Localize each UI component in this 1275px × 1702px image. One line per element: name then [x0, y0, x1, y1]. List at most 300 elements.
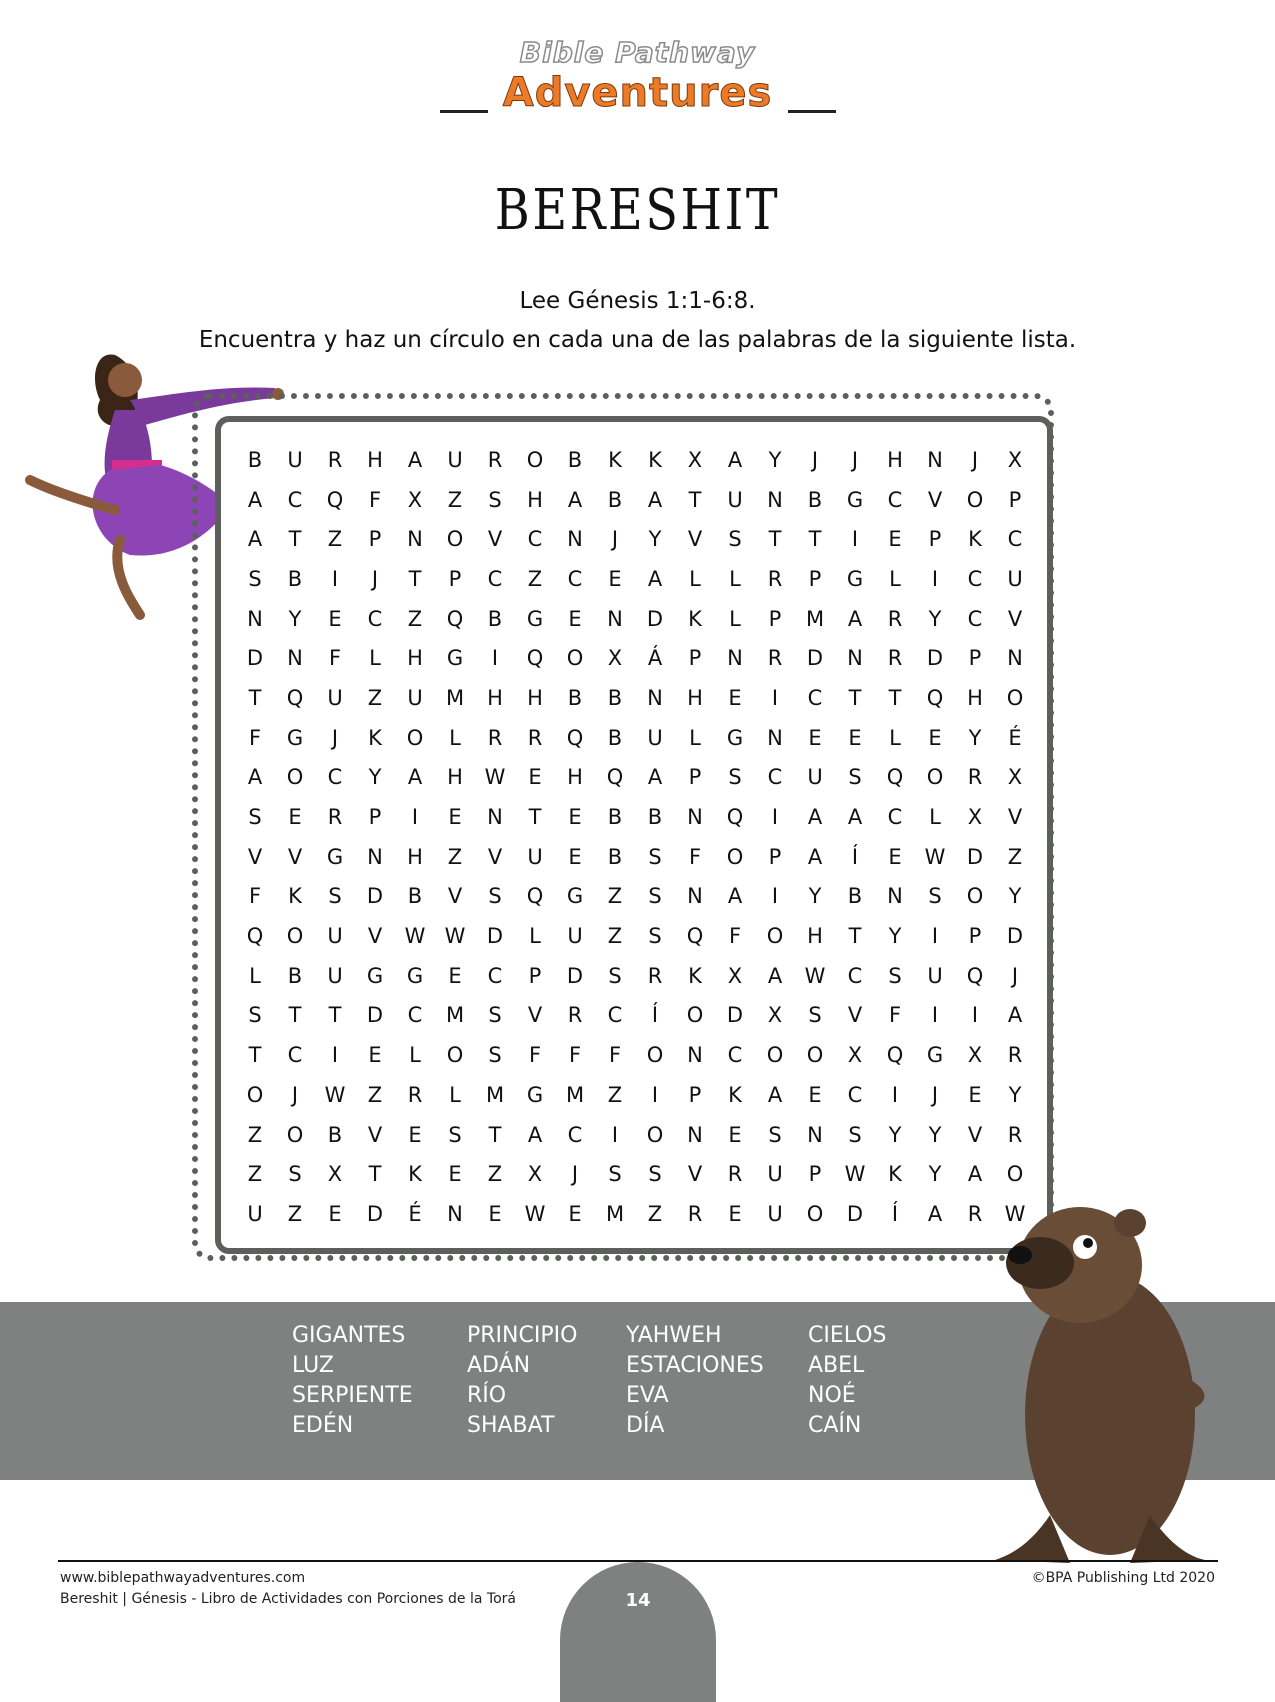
grid-letter[interactable]: F	[608, 1043, 622, 1068]
grid-letter[interactable]: S	[648, 1162, 662, 1187]
grid-letter[interactable]: E	[448, 963, 462, 988]
grid-letter[interactable]: O	[806, 1043, 824, 1068]
grid-letter[interactable]: L	[449, 1082, 461, 1107]
grid-letter[interactable]: J	[811, 447, 819, 472]
grid-letter[interactable]: W	[404, 924, 426, 949]
grid-letter[interactable]: C	[847, 1082, 863, 1107]
grid-letter[interactable]: K	[408, 1162, 422, 1187]
grid-letter[interactable]: O	[686, 1003, 704, 1028]
grid-letter[interactable]: C	[887, 805, 903, 830]
grid-letter[interactable]: Q	[886, 1043, 904, 1068]
grid-letter[interactable]: U	[447, 447, 463, 472]
grid-letter[interactable]: E	[608, 566, 622, 591]
grid-letter[interactable]: F	[248, 884, 262, 909]
grid-letter[interactable]: R	[967, 765, 983, 790]
grid-letter[interactable]: X	[767, 1003, 783, 1028]
grid-letter[interactable]: P	[688, 765, 702, 790]
grid-letter[interactable]: V	[487, 844, 503, 869]
grid-letter[interactable]: K	[368, 725, 382, 750]
grid-letter[interactable]: T	[848, 685, 862, 710]
grid-letter[interactable]: Q	[326, 487, 344, 512]
grid-letter[interactable]: J	[931, 1082, 939, 1107]
grid-letter[interactable]: G	[326, 844, 344, 869]
grid-letter[interactable]: A	[567, 487, 583, 512]
grid-letter[interactable]: F	[728, 924, 742, 949]
grid-letter[interactable]: K	[608, 447, 622, 472]
grid-letter[interactable]: G	[526, 606, 544, 631]
grid-letter[interactable]: Z	[247, 1122, 263, 1147]
grid-letter[interactable]: Q	[926, 685, 944, 710]
grid-letter[interactable]: R	[727, 1162, 743, 1187]
grid-letter[interactable]: A	[847, 606, 863, 631]
grid-letter[interactable]: A	[407, 447, 423, 472]
grid-letter[interactable]: I	[891, 1082, 899, 1107]
grid-letter[interactable]: R	[487, 447, 503, 472]
grid-letter[interactable]: E	[448, 805, 462, 830]
grid-letter[interactable]: T	[248, 1043, 262, 1068]
grid-letter[interactable]: N	[847, 646, 863, 671]
grid-letter[interactable]: E	[328, 1201, 342, 1226]
grid-letter[interactable]: L	[729, 606, 741, 631]
grid-letter[interactable]: V	[367, 1122, 383, 1147]
grid-letter[interactable]: B	[287, 566, 303, 591]
grid-letter[interactable]: K	[688, 606, 702, 631]
grid-letter[interactable]: R	[767, 646, 783, 671]
grid-letter[interactable]: A	[807, 844, 823, 869]
grid-letter[interactable]: I	[931, 566, 939, 591]
grid-letter[interactable]: R	[1007, 1043, 1023, 1068]
grid-letter[interactable]: E	[568, 844, 582, 869]
grid-letter[interactable]: V	[847, 1003, 863, 1028]
grid-letter[interactable]: U	[407, 685, 423, 710]
grid-letter[interactable]: I	[491, 646, 499, 671]
grid-letter[interactable]: L	[729, 566, 741, 591]
grid-letter[interactable]: Y	[968, 725, 982, 750]
grid-letter[interactable]: M	[445, 1003, 465, 1028]
grid-letter[interactable]: P	[528, 963, 542, 988]
grid-letter[interactable]: Y	[928, 1162, 942, 1187]
grid-letter[interactable]: P	[688, 1082, 702, 1107]
grid-letter[interactable]: C	[967, 606, 983, 631]
grid-letter[interactable]: P	[768, 844, 782, 869]
grid-letter[interactable]: Z	[647, 1201, 663, 1226]
grid-letter[interactable]: Z	[1007, 844, 1023, 869]
grid-letter[interactable]: X	[327, 1162, 343, 1187]
grid-letter[interactable]: O	[406, 725, 424, 750]
grid-letter[interactable]: E	[968, 1082, 982, 1107]
grid-letter[interactable]: H	[447, 765, 463, 790]
grid-letter[interactable]: A	[967, 1162, 983, 1187]
grid-letter[interactable]: R	[887, 646, 903, 671]
grid-letter[interactable]: O	[246, 1082, 264, 1107]
grid-letter[interactable]: E	[528, 765, 542, 790]
grid-letter[interactable]: B	[847, 884, 863, 909]
grid-letter[interactable]: N	[647, 685, 663, 710]
grid-letter[interactable]: C	[287, 487, 303, 512]
grid-letter[interactable]: D	[1006, 924, 1024, 949]
grid-letter[interactable]: B	[807, 487, 823, 512]
grid-letter[interactable]: J	[971, 447, 979, 472]
grid-letter[interactable]: C	[327, 765, 343, 790]
grid-letter[interactable]: F	[528, 1043, 542, 1068]
grid-letter[interactable]: G	[526, 1082, 544, 1107]
grid-letter[interactable]: M	[565, 1082, 585, 1107]
grid-letter[interactable]: I	[411, 805, 419, 830]
grid-letter[interactable]: W	[1004, 1201, 1026, 1226]
grid-letter[interactable]: T	[488, 1122, 502, 1147]
grid-letter[interactable]: F	[368, 487, 382, 512]
grid-letter[interactable]: Z	[367, 1082, 383, 1107]
grid-letter[interactable]: B	[647, 805, 663, 830]
grid-letter[interactable]: N	[1007, 646, 1023, 671]
grid-letter[interactable]: S	[248, 1003, 262, 1028]
grid-letter[interactable]: V	[1007, 606, 1023, 631]
grid-letter[interactable]: X	[1007, 765, 1023, 790]
grid-letter[interactable]: E	[808, 725, 822, 750]
grid-letter[interactable]: F	[888, 1003, 902, 1028]
grid-letter[interactable]: E	[568, 606, 582, 631]
grid-letter[interactable]: Y	[888, 1122, 902, 1147]
grid-letter[interactable]: W	[844, 1162, 866, 1187]
grid-letter[interactable]: É	[1008, 725, 1022, 750]
grid-letter[interactable]: D	[966, 844, 984, 869]
grid-letter[interactable]: O	[1006, 685, 1024, 710]
grid-letter[interactable]: S	[728, 527, 742, 552]
grid-letter[interactable]: N	[887, 884, 903, 909]
grid-letter[interactable]: D	[726, 1003, 744, 1028]
grid-letter[interactable]: S	[848, 1122, 862, 1147]
grid-letter[interactable]: F	[568, 1043, 582, 1068]
grid-letter[interactable]: S	[608, 1162, 622, 1187]
grid-letter[interactable]: P	[808, 566, 822, 591]
grid-letter[interactable]: S	[648, 924, 662, 949]
grid-letter[interactable]: D	[846, 1201, 864, 1226]
grid-letter[interactable]: N	[367, 844, 383, 869]
grid-letter[interactable]: Z	[607, 1082, 623, 1107]
grid-letter[interactable]: Y	[808, 884, 822, 909]
grid-letter[interactable]: L	[689, 566, 701, 591]
grid-letter[interactable]: Q	[606, 765, 624, 790]
grid-letter[interactable]: O	[966, 884, 984, 909]
grid-letter[interactable]: Q	[526, 884, 544, 909]
grid-letter[interactable]: X	[727, 963, 743, 988]
grid-letter[interactable]: B	[567, 685, 583, 710]
grid-letter[interactable]: R	[327, 447, 343, 472]
grid-letter[interactable]: S	[248, 805, 262, 830]
grid-letter[interactable]: S	[488, 884, 502, 909]
grid-letter[interactable]: I	[331, 1043, 339, 1068]
grid-letter[interactable]: Z	[607, 884, 623, 909]
grid-letter[interactable]: T	[768, 527, 782, 552]
grid-letter[interactable]: I	[931, 924, 939, 949]
grid-letter[interactable]: H	[407, 844, 423, 869]
grid-letter[interactable]: U	[767, 1201, 783, 1226]
grid-letter[interactable]: T	[688, 487, 702, 512]
grid-letter[interactable]: R	[687, 1201, 703, 1226]
grid-letter[interactable]: H	[807, 924, 823, 949]
grid-letter[interactable]: V	[447, 884, 463, 909]
grid-letter[interactable]: A	[247, 765, 263, 790]
grid-letter[interactable]: O	[286, 924, 304, 949]
grid-letter[interactable]: E	[848, 725, 862, 750]
grid-letter[interactable]: W	[444, 924, 466, 949]
grid-letter[interactable]: A	[767, 963, 783, 988]
grid-letter[interactable]: E	[488, 1201, 502, 1226]
grid-letter[interactable]: Y	[288, 606, 302, 631]
grid-letter[interactable]: Y	[888, 924, 902, 949]
grid-letter[interactable]: V	[967, 1122, 983, 1147]
grid-letter[interactable]: L	[369, 646, 381, 671]
grid-letter[interactable]: U	[647, 725, 663, 750]
grid-letter[interactable]: Q	[566, 725, 584, 750]
grid-letter[interactable]: R	[967, 1201, 983, 1226]
grid-letter[interactable]: C	[887, 487, 903, 512]
grid-letter[interactable]: N	[287, 646, 303, 671]
grid-letter[interactable]: L	[449, 725, 461, 750]
grid-letter[interactable]: C	[287, 1043, 303, 1068]
grid-letter[interactable]: J	[291, 1082, 299, 1107]
grid-letter[interactable]: S	[488, 1043, 502, 1068]
grid-letter[interactable]: S	[648, 844, 662, 869]
grid-letter[interactable]: G	[726, 725, 744, 750]
grid-letter[interactable]: X	[687, 447, 703, 472]
grid-letter[interactable]: U	[527, 844, 543, 869]
grid-letter[interactable]: J	[611, 527, 619, 552]
grid-letter[interactable]: B	[247, 447, 263, 472]
grid-letter[interactable]: N	[687, 1043, 703, 1068]
grid-letter[interactable]: T	[848, 924, 862, 949]
grid-letter[interactable]: P	[968, 646, 982, 671]
grid-letter[interactable]: S	[848, 765, 862, 790]
grid-letter[interactable]: A	[767, 1082, 783, 1107]
grid-letter[interactable]: K	[648, 447, 662, 472]
grid-letter[interactable]: W	[324, 1082, 346, 1107]
grid-letter[interactable]: A	[247, 487, 263, 512]
grid-letter[interactable]: G	[366, 963, 384, 988]
grid-letter[interactable]: R	[647, 963, 663, 988]
grid-letter[interactable]: S	[808, 1003, 822, 1028]
grid-letter[interactable]: O	[766, 1043, 784, 1068]
grid-letter[interactable]: J	[371, 566, 379, 591]
grid-letter[interactable]: H	[527, 685, 543, 710]
grid-letter[interactable]: E	[928, 725, 942, 750]
grid-letter[interactable]: E	[728, 685, 742, 710]
grid-letter[interactable]: H	[367, 447, 383, 472]
grid-letter[interactable]: U	[1007, 566, 1023, 591]
grid-letter[interactable]: N	[247, 606, 263, 631]
grid-letter[interactable]: S	[248, 566, 262, 591]
grid-letter[interactable]: B	[287, 963, 303, 988]
grid-letter[interactable]: G	[926, 1043, 944, 1068]
grid-letter[interactable]: C	[1007, 527, 1023, 552]
grid-letter[interactable]: P	[448, 566, 462, 591]
grid-letter[interactable]: P	[768, 606, 782, 631]
grid-letter[interactable]: G	[846, 487, 864, 512]
grid-letter[interactable]: L	[889, 566, 901, 591]
grid-letter[interactable]: E	[568, 805, 582, 830]
grid-letter[interactable]: O	[286, 1122, 304, 1147]
grid-letter[interactable]: N	[927, 447, 943, 472]
grid-letter[interactable]: B	[327, 1122, 343, 1147]
grid-letter[interactable]: T	[888, 685, 902, 710]
grid-letter[interactable]: O	[1006, 1162, 1024, 1187]
grid-letter[interactable]: Í	[891, 1201, 899, 1226]
grid-letter[interactable]: L	[889, 725, 901, 750]
grid-letter[interactable]: Z	[287, 1201, 303, 1226]
grid-letter[interactable]: H	[967, 685, 983, 710]
grid-letter[interactable]: V	[927, 487, 943, 512]
grid-letter[interactable]: Q	[886, 765, 904, 790]
grid-letter[interactable]: A	[847, 805, 863, 830]
grid-letter[interactable]: X	[1007, 447, 1023, 472]
grid-letter[interactable]: O	[726, 844, 744, 869]
grid-letter[interactable]: Á	[647, 646, 663, 671]
grid-letter[interactable]: V	[1007, 805, 1023, 830]
grid-letter[interactable]: T	[328, 1003, 342, 1028]
grid-letter[interactable]: E	[288, 805, 302, 830]
grid-letter[interactable]: P	[688, 646, 702, 671]
grid-letter[interactable]: U	[287, 447, 303, 472]
grid-letter[interactable]: I	[771, 685, 779, 710]
grid-letter[interactable]: V	[487, 527, 503, 552]
grid-letter[interactable]: K	[688, 963, 702, 988]
grid-letter[interactable]: D	[926, 646, 944, 671]
grid-letter[interactable]: E	[888, 844, 902, 869]
footer-website-link[interactable]: www.biblepathwayadventures.com	[60, 1570, 306, 1586]
grid-letter[interactable]: C	[967, 566, 983, 591]
grid-letter[interactable]: K	[728, 1082, 742, 1107]
grid-letter[interactable]: H	[887, 447, 903, 472]
grid-letter[interactable]: A	[727, 447, 743, 472]
grid-letter[interactable]: C	[567, 1122, 583, 1147]
grid-letter[interactable]: H	[567, 765, 583, 790]
grid-letter[interactable]: A	[527, 1122, 543, 1147]
grid-letter[interactable]: M	[445, 685, 465, 710]
grid-letter[interactable]: J	[1011, 963, 1019, 988]
grid-letter[interactable]: U	[767, 1162, 783, 1187]
grid-letter[interactable]: I	[971, 1003, 979, 1028]
grid-letter[interactable]: C	[727, 1043, 743, 1068]
grid-letter[interactable]: S	[648, 884, 662, 909]
grid-letter[interactable]: X	[967, 805, 983, 830]
grid-letter[interactable]: C	[367, 606, 383, 631]
grid-letter[interactable]: N	[687, 884, 703, 909]
grid-letter[interactable]: S	[448, 1122, 462, 1147]
grid-letter[interactable]: X	[967, 1043, 983, 1068]
grid-letter[interactable]: V	[687, 527, 703, 552]
grid-letter[interactable]: L	[689, 725, 701, 750]
grid-letter[interactable]: O	[766, 924, 784, 949]
grid-letter[interactable]: M	[805, 606, 825, 631]
grid-letter[interactable]: Z	[607, 924, 623, 949]
grid-letter[interactable]: N	[767, 725, 783, 750]
grid-letter[interactable]: C	[487, 566, 503, 591]
grid-letter[interactable]: P	[808, 1162, 822, 1187]
grid-letter[interactable]: Q	[446, 606, 464, 631]
grid-letter[interactable]: Z	[247, 1162, 263, 1187]
grid-letter[interactable]: S	[488, 1003, 502, 1028]
grid-letter[interactable]: S	[728, 765, 742, 790]
grid-letter[interactable]: E	[728, 1122, 742, 1147]
grid-letter[interactable]: C	[487, 963, 503, 988]
grid-letter[interactable]: X	[847, 1043, 863, 1068]
grid-letter[interactable]: D	[486, 924, 504, 949]
grid-letter[interactable]: K	[288, 884, 302, 909]
grid-letter[interactable]: N	[447, 1201, 463, 1226]
grid-letter[interactable]: P	[1008, 487, 1022, 512]
grid-letter[interactable]: L	[529, 924, 541, 949]
grid-letter[interactable]: A	[647, 487, 663, 512]
grid-letter[interactable]: R	[527, 725, 543, 750]
grid-letter[interactable]: O	[446, 527, 464, 552]
grid-letter[interactable]: Q	[686, 924, 704, 949]
grid-letter[interactable]: M	[485, 1082, 505, 1107]
grid-letter[interactable]: É	[408, 1201, 422, 1226]
grid-letter[interactable]: Z	[327, 527, 343, 552]
grid-letter[interactable]: S	[608, 963, 622, 988]
grid-letter[interactable]: O	[566, 646, 584, 671]
grid-letter[interactable]: D	[646, 606, 664, 631]
grid-letter[interactable]: Z	[367, 685, 383, 710]
grid-letter[interactable]: N	[407, 527, 423, 552]
grid-letter[interactable]: Q	[286, 685, 304, 710]
grid-letter[interactable]: I	[931, 1003, 939, 1028]
grid-letter[interactable]: R	[887, 606, 903, 631]
grid-letter[interactable]: S	[328, 884, 342, 909]
grid-letter[interactable]: Y	[368, 765, 382, 790]
grid-letter[interactable]: E	[808, 1082, 822, 1107]
grid-letter[interactable]: W	[524, 1201, 546, 1226]
grid-letter[interactable]: U	[567, 924, 583, 949]
grid-letter[interactable]: E	[448, 1162, 462, 1187]
grid-letter[interactable]: T	[408, 566, 422, 591]
grid-letter[interactable]: U	[927, 963, 943, 988]
grid-letter[interactable]: N	[567, 527, 583, 552]
grid-letter[interactable]: A	[727, 884, 743, 909]
grid-letter[interactable]: F	[688, 844, 702, 869]
grid-letter[interactable]: V	[367, 924, 383, 949]
grid-letter[interactable]: W	[924, 844, 946, 869]
grid-letter[interactable]: U	[327, 924, 343, 949]
grid-letter[interactable]: G	[566, 884, 584, 909]
grid-letter[interactable]: C	[767, 765, 783, 790]
grid-letter[interactable]: D	[366, 1201, 384, 1226]
grid-letter[interactable]: U	[727, 487, 743, 512]
grid-letter[interactable]: Z	[447, 844, 463, 869]
grid-letter[interactable]: Q	[966, 963, 984, 988]
grid-letter[interactable]: O	[926, 765, 944, 790]
grid-letter[interactable]: E	[568, 1201, 582, 1226]
grid-letter[interactable]: X	[607, 646, 623, 671]
grid-letter[interactable]: Z	[447, 487, 463, 512]
grid-letter[interactable]: B	[407, 884, 423, 909]
grid-letter[interactable]: Y	[648, 527, 662, 552]
grid-letter[interactable]: E	[888, 527, 902, 552]
grid-letter[interactable]: T	[808, 527, 822, 552]
grid-letter[interactable]: R	[327, 805, 343, 830]
grid-letter[interactable]: U	[327, 685, 343, 710]
grid-letter[interactable]: A	[407, 765, 423, 790]
grid-letter[interactable]: T	[528, 805, 542, 830]
grid-letter[interactable]: K	[888, 1162, 902, 1187]
grid-letter[interactable]: H	[527, 487, 543, 512]
grid-letter[interactable]: C	[807, 685, 823, 710]
grid-letter[interactable]: L	[249, 963, 261, 988]
grid-letter[interactable]: O	[966, 487, 984, 512]
grid-letter[interactable]: R	[767, 566, 783, 591]
grid-letter[interactable]: D	[246, 646, 264, 671]
grid-letter[interactable]: I	[771, 805, 779, 830]
